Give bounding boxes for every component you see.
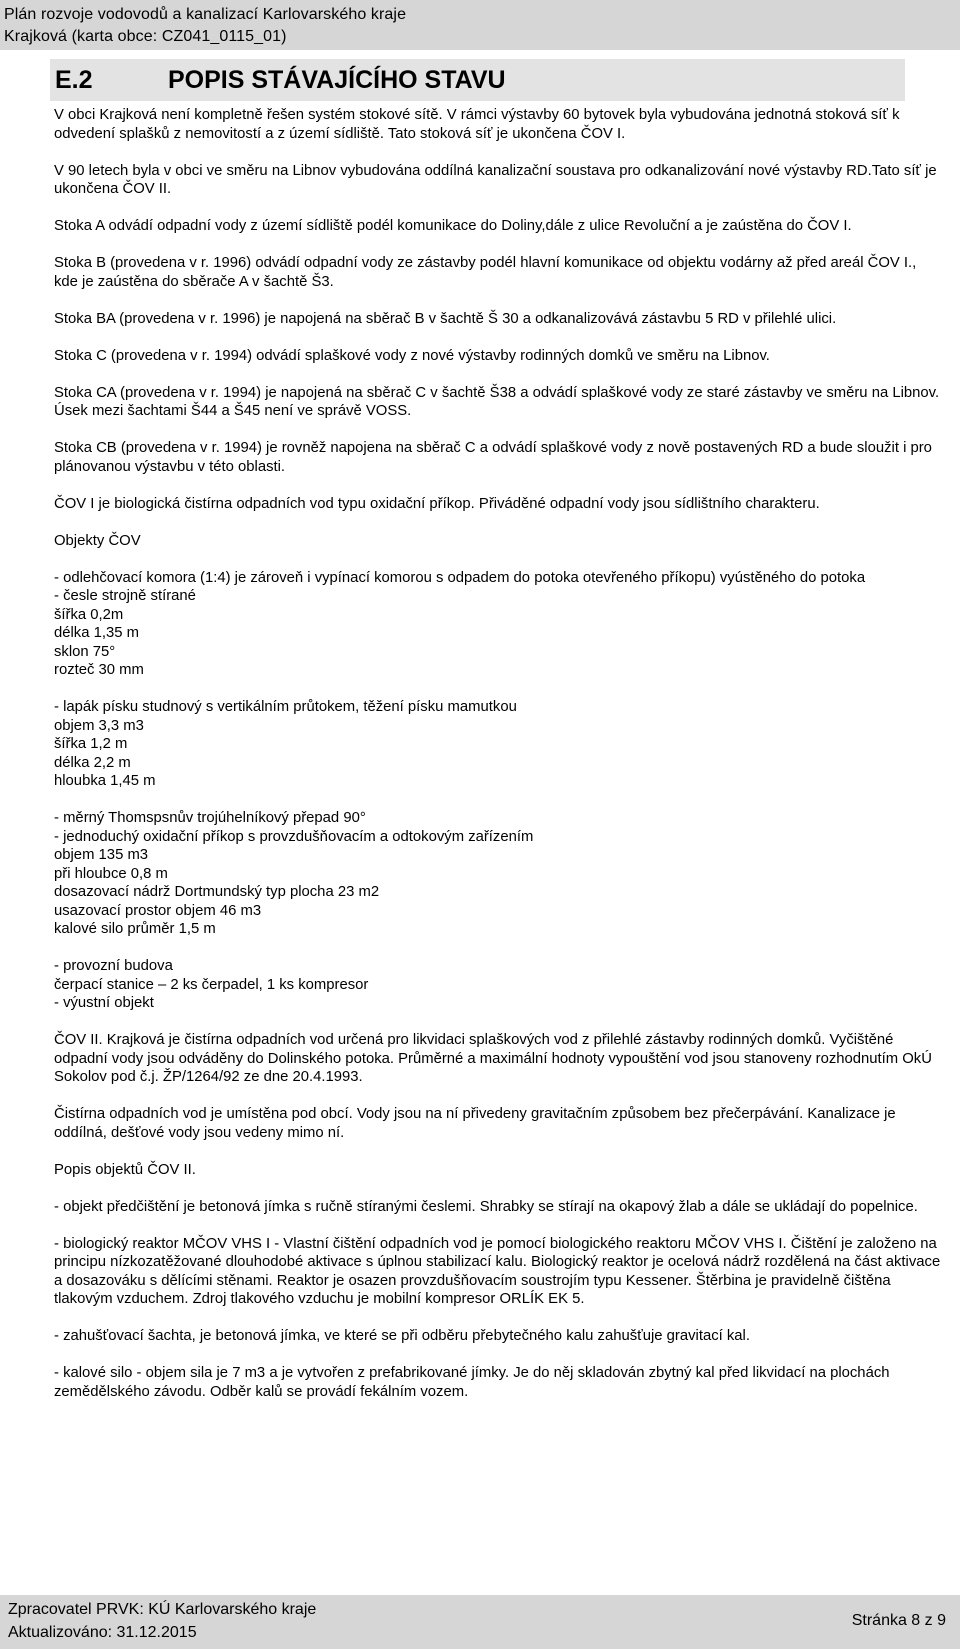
paragraph: V obci Krajková není kompletně řešen systém stokové sítě. V rámci výstavby 60 bytovek byla vybudována jednotná stoková síť k odvedení splašků z nemovitostí a z území sídliště. Tato stoková síť je ukončena ČOV I. [54,107,900,142]
paragraph: V 90 letech byla v obci ve směru na Libnov vybudována oddílná kanalizační soustava pro odkanalizování nové výstavby RD.Tato síť je ukončena ČOV II. [54,162,937,197]
paragraph: ČOV I je biologická čistírna odpadních vod typu oxidační příkop. Přiváděné odpadní vody jsou sídlištního charakteru. [54,495,820,512]
paragraph: - objekt předčištění je betonová jímka s ručně stíranými česlemi. Shrabky se stírají na okapový žlab a dále se ukládají do popelnice. [54,1198,918,1215]
paragraph: Stoka B (provedena v r. 1996) odvádí odpadní vody ze zástavby podél hlavní komunikace od objektu vodárny až před areál ČOV I., kde je zaústěna do sběrače A v šachtě Š3. [54,255,917,290]
section-title: POPIS STÁVAJÍCÍHO STAVU [168,66,506,94]
paragraph: - zahušťovací šachta, je betonová jímka, ve které se při odběru přebytečného kalu zahušťuje gravitací kal. [54,1328,750,1344]
paragraph: Čistírna odpadních vod je umístěna pod obcí. Vody jsou na ní přivedeny gravitačním způsobem bez přečerpávání. Kanalizace je oddílná, dešťové vody jsou vedeny mimo ní. [54,1106,896,1141]
paragraph: Popis objektů ČOV II. [54,1161,196,1178]
paragraph: - měrný Thomspsnův trojúhelníkový přepad 90° - jednoduchý oxidační příkop s provzdušňovacím a odtokovým zařízením objem 135 m3 při hloubce 0,8 m dosazovací nádrž Dortmundský typ plocha 23 m2 usazovací prostor objem 46 m3 kalové silo průměr 1,5 m [54,810,534,937]
footer-updated: Aktualizováno: 31.12.2015 [8,1624,197,1641]
paragraph: - odlehčovací komora (1:4) je zároveň i vypínací komorou s odpadem do potoka otevřeného příkopu) vyústěného do potoka - česle strojně stírané šířka 0,2m délka 1,35 m sklon 75° rozteč 30 mm [54,569,866,678]
document-body [54,106,944,1420]
paragraph: Stoka BA (provedena v r. 1996) je napojená na sběrač B v šachtě Š 30 a odkanalizovává zástavbu 5 RD v přilehlé ulici. [54,310,837,327]
footer-processor: Zpracovatel PRVK: KÚ Karlovarského kraje [8,1601,317,1618]
paragraph: ČOV II. Krajková je čistírna odpadních vod určená pro likvidaci splaškových vod z přilehlé zástavby rodinných domků. Vyčištěné odpadní vody jsou odváděny do Dolinského potoka. Průměrné a maximální hodnoty vypouštění vod jsou stanoveny rozhodnutím OkÚ Sokolov pod č.j. ŽP/1264/92 ze dne 20.4.1993. [54,1032,932,1085]
paragraph: Stoka C (provedena v r. 1994) odvádí splaškové vody z nové výstavby rodinných domků ve směru na Libnov. [54,347,770,364]
paragraph: - lapák písku studnový s vertikálním průtokem, těžení písku mamutkou objem 3,3 m3 šířka 1,2 m délka 2,2 m hloubka 1,45 m [54,699,517,789]
paragraph: - kalové silo - objem sila je 7 m3 a je vytvořen z prefabrikované jímky. Je do něj skladován zbytný kal před likvidací na plochách zemědělského závodu. Odběr kalů se provádí fekálním vozem. [54,1365,890,1400]
paragraph: Stoka A odvádí odpadní vody z území sídliště podél komunikace do Doliny,dále z ulice Revoluční a je zaústěna do ČOV I. [54,218,852,234]
paragraph: Stoka CB (provedena v r. 1994) je rovněž napojena na sběrač C a odvádí splaškové vody z nově postavených RD a bude sloužit i pro plánovanou výstavbu v této oblasti. [54,440,932,475]
section-number: E.2 [55,66,93,94]
paragraph: - provozní budova čerpací stanice – 2 ks čerpadel, 1 ks kompresor - výustní objekt [54,958,369,1011]
page-number: Stránka 8 z 9 [851,1612,946,1629]
document-title: Plán rozvoje vodovodů a kanalizací Karlovarského kraje [4,6,407,23]
paragraph: Stoka CA (provedena v r. 1994) je napojená na sběrač C v šachtě Š38 a odvádí splaškové vody ze staré zástavby ve směru na Libnov. Úsek mezi šachtami Š44 a Š45 není ve správě VOSS. [54,384,940,419]
document-subtitle: Krajková (karta obce: CZ041_0115_01) [4,28,287,45]
paragraph: Objekty ČOV [54,532,141,549]
paragraph: - biologický reaktor MČOV VHS I - Vlastní čištění odpadních vod je pomocí biologického reaktoru MČOV VHS I. Čištění je založeno na principu nízkozatěžované dlouhodobé aktivace s úplnou stabilizací kalu. Biologický reaktor je ocelová nádrž rozdělená na část aktivace a dosazováku s dělícími stěnami. Reaktor je osazen provzdušňovacím soustrojím typu Kessener. Štěrbina je pravidelně čištěna tlakovým vzduchem. Zdroj tlakového vzduchu je mobilní kompresor ORLÍK EK 5. [54,1235,941,1307]
